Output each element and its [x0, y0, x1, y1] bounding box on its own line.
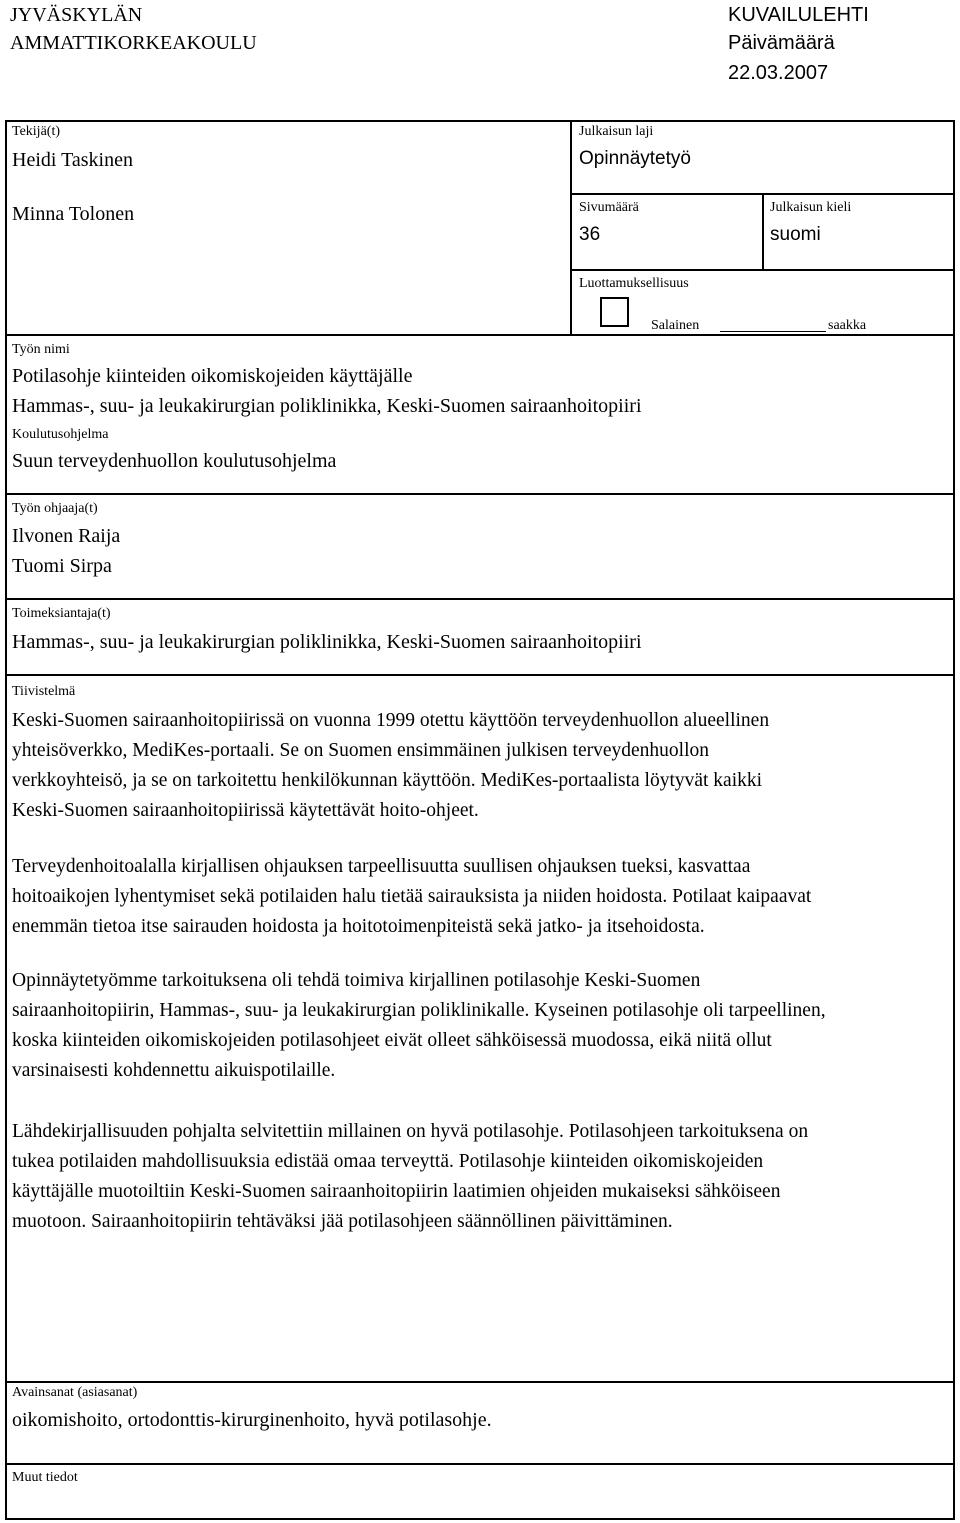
- publication-type-value: Opinnäytetyö: [579, 148, 691, 169]
- abstract-line: hoitoaikojen lyhentymiset sekä potilaiden halu tietää sairauksista ja niiden hoidosta. Potilaat kaipaavat: [12, 886, 812, 907]
- abstract-line: muotoon. Sairaanhoitopiirin tehtäväksi jää potilasohjeen säännöllinen päivittäminen.: [12, 1211, 673, 1232]
- abstract-label: Tiivistelmä: [12, 684, 76, 699]
- other-info-label: Muut tiedot: [12, 1470, 78, 1485]
- commissioner-value: Hammas-, suu- ja leukakirurgian poliklinikka, Keski-Suomen sairaanhoitopiiri: [12, 631, 642, 653]
- supervisors-section-divider: [5, 493, 955, 495]
- until-label: saakka: [828, 318, 867, 333]
- abstract-line: yhteisöverkko, MediKes-portaali. Se on Suomen ensimmäinen julkisen terveydenhuollon: [12, 740, 709, 761]
- abstract-paragraph: [12, 706, 947, 826]
- abstract-line: sairaanhoitopiirin, Hammas-, suu- ja leukakirurgian poliklinikalle. Kyseinen potilasohje oli tarpeellinen,: [12, 1000, 826, 1021]
- author-name: Minna Tolonen: [12, 203, 135, 225]
- language-value: suomi: [770, 224, 821, 245]
- abstract-paragraph: [12, 966, 947, 1086]
- secret-label: Salainen: [651, 318, 700, 333]
- title-section-divider: [5, 334, 955, 336]
- language-label: Julkaisun kieli: [770, 200, 852, 215]
- other-section-divider: [5, 1463, 955, 1465]
- confidentiality-label: Luottamuksellisuus: [579, 276, 689, 291]
- thesis-title-line: Hammas-, suu- ja leukakirurgian poliklinikka, Keski-Suomen sairaanhoitopiiri: [12, 395, 642, 417]
- abstract-line: tukea potilaiden mahdollisuuksia edistää omaa terveyttä. Potilasohje kiinteiden oikomiskojeiden: [12, 1151, 764, 1172]
- abstract-line: Lähdekirjallisuuden pohjalta selvitettiin millainen on hyvä potilasohje. Potilasohjeen tarkoituksena on: [12, 1121, 809, 1142]
- pages-language-divider: [762, 193, 764, 270]
- abstract-line: Keski-Suomen sairaanhoitopiirissä on vuonna 1999 otettu käyttöön terveydenhuollon alueellinen: [12, 710, 770, 731]
- institution-name-line2: AMMATTIKORKEAKOULU: [10, 32, 257, 54]
- keywords-section-divider: [5, 1381, 955, 1383]
- commissioner-label: Toimeksiantaja(t): [12, 606, 111, 621]
- abstract-paragraph: [12, 1117, 947, 1237]
- abstract-line: varsinaisesti kohdennettu aikuispotilaille.: [12, 1060, 336, 1081]
- page-count-value: 36: [579, 224, 601, 245]
- thesis-title-label: Työn nimi: [12, 342, 70, 357]
- abstract-line: käyttäjälle muotoiltiin Keski-Suomen sairaanhoitopiirin laatimien ohjeiden mukaiseksi sähköiseen: [12, 1181, 781, 1202]
- abstract-line: verkkoyhteisö, ja se on tarkoitettu henkilökunnan käyttöön. MediKes-portaalista löytyvät kaikki: [12, 770, 763, 791]
- abstract-line: enemmän tietoa itse sairauden hoidosta ja hoitotoimenpiteistä sekä jatko- ja itsehoidosta.: [12, 916, 705, 937]
- date-label: Päivämäärä: [728, 32, 835, 54]
- column-divider: [570, 120, 572, 335]
- abstract-line: Opinnäytetyömme tarkoituksena oli tehdä toimiva kirjallinen potilasohje Keski-Suomen: [12, 970, 701, 991]
- supervisors-label: Työn ohjaaja(t): [12, 501, 98, 516]
- confidential-checkbox[interactable]: [600, 297, 629, 327]
- abstract-line: Keski-Suomen sairaanhoitopiirissä käytettävät hoito-ohjeet.: [12, 800, 479, 821]
- date-value: 22.03.2007: [728, 62, 829, 84]
- abstract-line: Terveydenhoitoalalla kirjallisen ohjauksen tarpeellisuutta suullisen ohjauksen tueksi, kasvattaa: [12, 856, 751, 877]
- degree-program-label: Koulutusohjelma: [12, 427, 109, 442]
- supervisor-name: Ilvonen Raija: [12, 525, 121, 547]
- institution-name-line1: JYVÄSKYLÄN: [10, 4, 143, 26]
- publication-type-label: Julkaisun laji: [579, 124, 654, 139]
- thesis-title-line: Potilasohje kiinteiden oikomiskojeiden käyttäjälle: [12, 365, 413, 387]
- degree-program-value: Suun terveydenhuollon koulutusohjelma: [12, 450, 337, 472]
- keywords-label: Avainsanat (asiasanat): [12, 1385, 138, 1400]
- commissioner-section-divider: [5, 598, 955, 600]
- author-name: Heidi Taskinen: [12, 149, 133, 171]
- supervisor-name: Tuomi Sirpa: [12, 555, 112, 577]
- page-count-label: Sivumäärä: [579, 200, 639, 215]
- document-type: KUVAILULEHTI: [728, 4, 869, 26]
- abstract-paragraph: [12, 852, 947, 942]
- abstract-section-divider: [5, 674, 955, 676]
- keywords-value: oikomishoito, ortodonttis-kirurginenhoito, hyvä potilasohje.: [12, 1409, 492, 1431]
- confidentiality-divider: [570, 269, 955, 271]
- abstract-line: koska kiinteiden oikomiskojeiden potilasohjeet eivät olleet sähköisessä muodossa, eikä niitä ollut: [12, 1030, 772, 1051]
- authors-label: Tekijä(t): [12, 124, 60, 139]
- until-date-blank[interactable]: [720, 331, 826, 332]
